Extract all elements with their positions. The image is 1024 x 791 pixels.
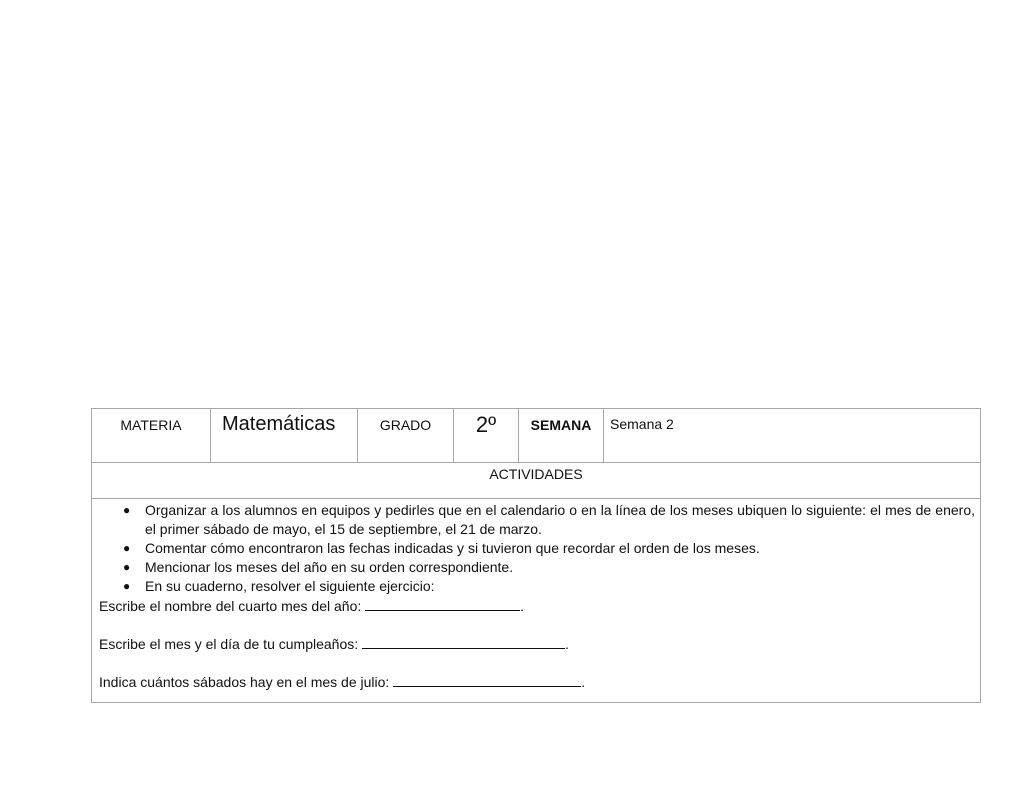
exercise-text: Escribe el mes y el día de tu cumpleaños: [99, 636, 359, 652]
list-item-text: Comentar cómo encontraron las fechas indicadas y si tuvieron que recordar el orden de los meses. [145, 540, 760, 556]
activities-title: ACTIVIDADES [92, 463, 981, 499]
semana-label: SEMANA [519, 409, 604, 463]
grado-label: GRADO [358, 409, 454, 463]
answer-blank[interactable] [393, 672, 581, 687]
activities-body-row [92, 499, 981, 703]
answer-blank[interactable] [365, 596, 520, 611]
bullet-icon: ● [123, 541, 131, 555]
exercise-text: Indica cuántos sábados hay en el mes de julio: [99, 674, 390, 690]
bullet-icon: ● [123, 579, 131, 593]
end-mark: . [520, 598, 525, 614]
answer-blank[interactable] [362, 634, 565, 649]
list-item [123, 577, 975, 596]
materia-value: Matemáticas [211, 409, 358, 463]
list-item-text: En su cuaderno, resolver el siguiente ejercicio: [145, 578, 435, 594]
list-item [123, 539, 975, 558]
list-item-text: Organizar a los alumnos en equipos y pedirles que en el calendario o en la línea de los meses ubiquen lo siguiente: el mes de enero, el primer sábado de mayo, el 15 de septiembre, el 21 de marzo. [145, 502, 975, 537]
list-item [123, 501, 975, 539]
semana-value: Semana 2 [604, 409, 981, 463]
header-row [92, 409, 981, 463]
exercise-text: Escribe el nombre del cuarto mes del año: [99, 598, 362, 614]
materia-label: MATERIA [92, 409, 211, 463]
list-item [123, 558, 975, 577]
list-item-text: Mencionar los meses del año en su orden correspondiente. [145, 559, 514, 575]
end-mark: . [565, 636, 569, 652]
end-mark: . [581, 674, 586, 690]
exercise-line [99, 672, 975, 692]
activities-list [99, 501, 975, 596]
bullet-icon: ● [123, 503, 131, 517]
lesson-plan-table [91, 408, 981, 703]
activities-title-row [92, 463, 981, 499]
exercise-line [99, 634, 975, 654]
activities-cell [92, 499, 981, 703]
bullet-icon: ● [123, 560, 131, 574]
grado-value: 2º [454, 409, 519, 463]
exercise-line [99, 596, 975, 616]
